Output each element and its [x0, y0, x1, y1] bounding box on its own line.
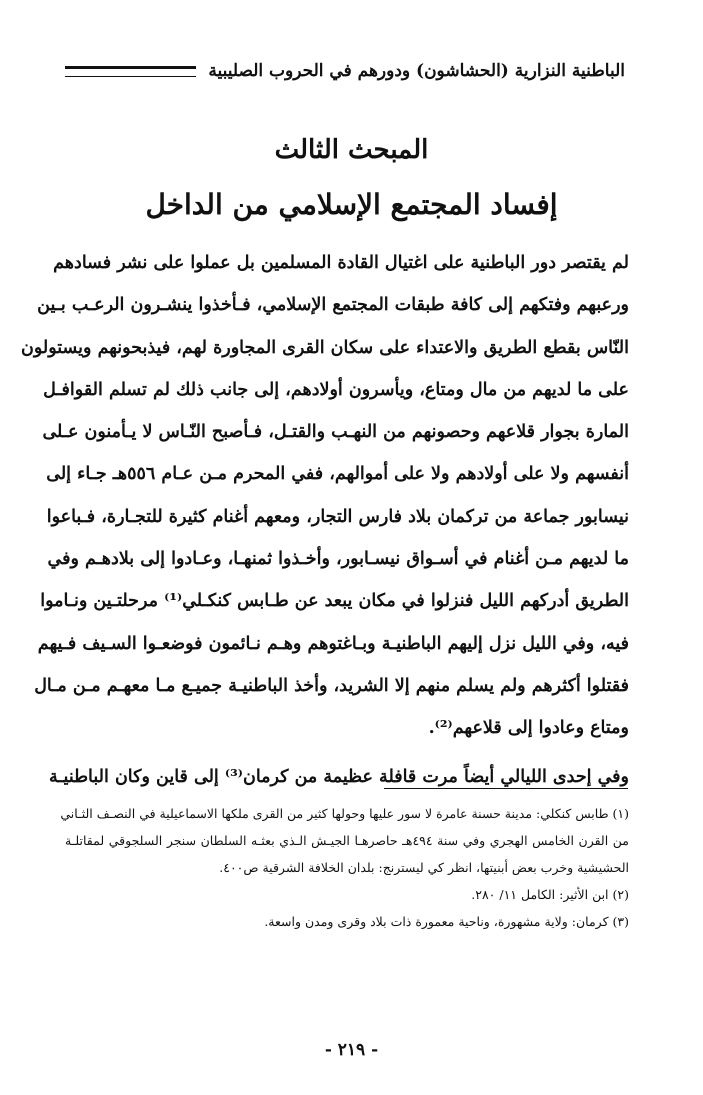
- body-line: أنفسهم ولا على أولادهم ولا على أموالهم، ففي المحرم مـن عـام ٥٥٦هـ جـاء إلى: [46, 464, 629, 485]
- body-text: [21, 242, 629, 798]
- body-line: المارة بجوار قلاعهم وحصونهم من النهـب والقتـل، فـأصبح النّـاس لا يـأمنون عـلى: [42, 422, 629, 443]
- body-line: الطريق أدركهم الليل فنزلوا في مكان يبعد عن طـابس كنكـلي⁽¹⁾ مرحلتـين ونـاموا: [40, 591, 629, 612]
- body-line: ورعبهم وفتكهم إلى كافة طبقات المجتمع الإسلامي، فـأخذوا ينشـرون الرعـب بـين: [37, 295, 629, 316]
- footnote-line: (١) طابس كنكلي: مدينة حسنة عامرة لا سور عليها وحولها كثير من القرى ملكها الاسماعيلية في النصـف الثـاني: [60, 806, 629, 821]
- body-line: نيسابور جماعة من تركمان بلاد فارس التجار، ومعهم أغنام كثيرة للتجـارة، فـباعوا: [46, 506, 629, 527]
- section-label: المبحث الثالث: [274, 135, 429, 165]
- running-header: [65, 56, 625, 86]
- body-line: ومتاع وعادوا إلى قلاعهم⁽²⁾.: [428, 718, 629, 739]
- body-line: النّاس بقطع الطريق والاعتداء على سكان القرى المجاورة لهم، فيذبحونهم ويستولون: [21, 337, 629, 358]
- footnote-line: (٢) ابن الأثير: الكامل ١١/ ٢٨٠.: [471, 887, 629, 902]
- footnote-line: الحشيشية وخرب بعض أبنيتها، انظر كي ليسترنج: بلدان الخلافة الشرقية ص٤٠٠.: [219, 860, 629, 875]
- footnote-line: (٣) كرمان: ولاية مشهورة، وناحية معمورة ذات بلاد وقرى ومدن واسعة.: [264, 914, 629, 929]
- page-number: - ٢١٩ -: [324, 1040, 379, 1060]
- body-line: لم يقتصر دور الباطنية على اغتيال القادة المسلمين بل عملوا على نشر فسادهم: [53, 253, 629, 273]
- body-line: على ما لديهم من مال ومتاع، ويأسرون أولادهم، إلى جانب ذلك لم تسلم القوافـل: [43, 379, 629, 400]
- body-line: فيه، وفي الليل نزل إليهم الباطنيـة وبـاغتوهم وهـم نـائمون فوضعـوا السـيف فـيهم: [37, 633, 629, 654]
- body-line: فقتلوا أكثرهم ولم يسلم منهم إلا الشريد، وأخذ الباطنيـة جميـع مـا معهـم مـن مـال: [34, 675, 629, 696]
- header-rule: [65, 66, 196, 77]
- footnote-separator: [384, 788, 628, 789]
- footnote-line: من القرن الخامس الهجري وفي سنة ٤٩٤هـ حاصرهـا الجيـش الـذي بعثـه السلطان سنجر السلجوقي لمقاتلـة: [65, 833, 630, 848]
- section-title: إفساد المجتمع الإسلامي من الداخل: [145, 188, 558, 221]
- body-line: ما لديهم مـن أغنام في أسـواق نيسـابور، وأخـذوا ثمنهـا، وعـادوا إلى بلادهـم وفي: [47, 549, 629, 570]
- body-line-second-paragraph: وفي إحدى الليالي أيضاً مرت قافلة عظيمة من كرمان⁽³⁾ إلى قاين وكان الباطنيـة: [49, 766, 629, 787]
- running-header-title: الباطنية النزارية (الحشاشون) ودورهم في الحروب الصليبية: [208, 61, 625, 81]
- footnotes: [60, 800, 630, 935]
